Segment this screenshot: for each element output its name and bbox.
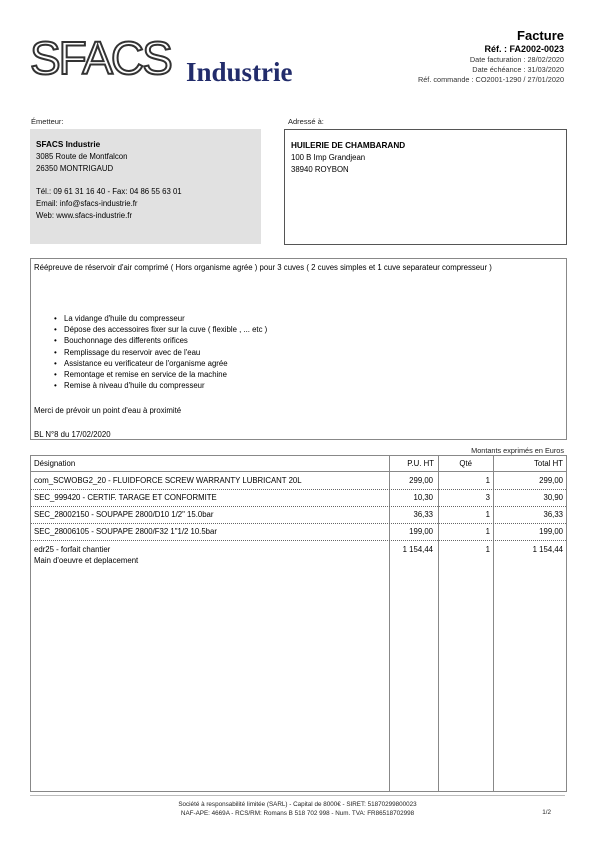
invoice-date: Date facturation : 28/02/2020 <box>469 55 564 64</box>
description-intro: Réépreuve de réservoir d'air comprimé ( Hors organisme agrée ) pour 3 cuves ( 2 cuves simples et 1 cuve separateur compresseur ) <box>34 263 492 272</box>
task-list-item: • Bouchonnage des differents orifices <box>54 335 267 346</box>
emitter-email: Email: info@sfacs-industrie.fr <box>36 198 138 208</box>
footer-line1: Société à responsabilité limitée (SARL) - Capital de 8000€ - SIRET: 51870299800023 <box>178 801 417 808</box>
header-designation: Désignation <box>34 459 76 468</box>
row-quantity: 1 <box>485 545 490 554</box>
task-list <box>54 313 267 391</box>
table-row <box>31 506 566 524</box>
row-quantity: 3 <box>485 493 490 502</box>
row-quantity: 1 <box>485 510 490 519</box>
addressee-address-line1: 100 B Imp Grandjean <box>291 153 366 163</box>
row-designation: edr25 - forfait chantier <box>34 545 111 554</box>
order-reference: Réf. commande : CO2001-1290 / 27/01/2020 <box>417 75 564 84</box>
task-list-item: • Assistance eu verificateur de l'organisme agrée <box>54 358 267 369</box>
row-designation: SEC_28006105 - SOUPAPE 2800/F32 1"1/2 10.5bar <box>34 527 217 536</box>
row-total: 30,90 <box>543 493 563 502</box>
row-designation: com_SCWOBG2_20 - FLUIDFORCE SCREW WARRANTY LUBRICANT 20L <box>34 476 302 485</box>
description-box <box>30 258 567 440</box>
row-unit-price: 36,33 <box>413 510 433 519</box>
row-total: 299,00 <box>539 476 563 485</box>
addressee-address-line2: 38940 ROYBON <box>291 165 349 175</box>
row-total: 1 154,44 <box>532 545 563 554</box>
emitter-phone: Tél.: 09 61 31 16 40 - Fax: 04 86 55 63 01 <box>36 186 182 196</box>
task-list-item: • Remontage et remise en service de la machine <box>54 369 267 380</box>
row-unit-price: 10,30 <box>413 493 433 502</box>
row-designation: SEC_28002150 - SOUPAPE 2800/D10 1/2" 15.0bar <box>34 510 214 519</box>
company-logo <box>30 32 320 92</box>
table-row <box>31 541 566 571</box>
invoice-lines-table <box>30 455 567 792</box>
header-quantity: Qté <box>459 459 472 468</box>
row-quantity: 1 <box>485 476 490 485</box>
emitter-address-line1: 3085 Route de Montfalcon <box>36 152 128 162</box>
invoice-reference: Réf. : FA2002-0023 <box>484 44 564 54</box>
row-designation-detail: Main d'oeuvre et deplacement <box>34 556 139 565</box>
water-point-note: Merci de prévoir un point d'eau à proximité <box>34 406 182 415</box>
task-list-item: • Remplissage du reservoir avec de l'eau <box>54 347 267 358</box>
row-unit-price: 1 154,44 <box>402 545 433 554</box>
due-date: Date échéance : 31/03/2020 <box>472 65 564 74</box>
invoice-header <box>418 28 564 85</box>
emitter-web: Web: www.sfacs-industrie.fr <box>36 211 133 221</box>
emitter-box <box>30 129 261 244</box>
row-unit-price: 299,00 <box>409 476 433 485</box>
page-number: 1/2 <box>542 809 551 816</box>
emitter-label: Émetteur: <box>31 117 64 126</box>
addressee-label: Adressé à: <box>288 117 324 126</box>
addressee-box <box>284 129 567 245</box>
task-list-item: • Remise à niveau d'huile du compresseur <box>54 380 267 391</box>
row-unit-price: 199,00 <box>409 527 433 536</box>
invoice-title: Facture <box>517 28 564 43</box>
legal-footer <box>0 800 595 818</box>
task-list-item: • La vidange d'huile du compresseur <box>54 313 267 324</box>
row-total: 199,00 <box>539 527 563 536</box>
table-row <box>31 489 566 507</box>
row-quantity: 1 <box>485 527 490 536</box>
row-total: 36,33 <box>543 510 563 519</box>
header-unit-price: P.U. HT <box>407 459 434 468</box>
footer-divider <box>30 795 565 796</box>
task-list-item: • Dépose des accessoires fixer sur la cuve ( flexible , ... etc ) <box>54 324 267 335</box>
row-designation: SEC_999420 - CERTIF. TARAGE ET CONFORMITE <box>34 493 217 502</box>
emitter-address-line2: 26350 MONTRIGAUD <box>36 164 114 174</box>
currency-note: Montants exprimés en Euros <box>471 446 564 455</box>
header-total: Total HT <box>533 459 563 468</box>
footer-line2: NAF-APE: 4669A - RCS/RM: Romans B 518 702 998 - Num. TVA: FR86518702998 <box>180 810 415 817</box>
emitter-name: SFACS Industrie <box>36 140 101 149</box>
logo-sfacs-text: SFACS <box>30 32 171 84</box>
logo-industrie-text: Industrie <box>186 57 293 87</box>
addressee-name: HUILERIE DE CHAMBARAND <box>291 141 406 150</box>
table-row <box>31 472 566 490</box>
table-row <box>31 523 566 541</box>
delivery-note-ref: BL N°8 du 17/02/2020 <box>34 430 111 439</box>
